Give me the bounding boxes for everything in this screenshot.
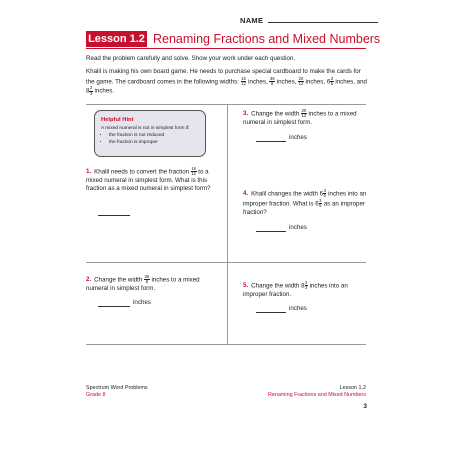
question-1: 1. Khalil needs to convert the fraction $\frac{16}{12}$ to a mixed numeral in simplest form. What is this fraction as a mixed numeral in simplest form? [86, 166, 211, 193]
fraction: $\frac{3}{5}$ [319, 197, 322, 209]
answer-1[interactable] [98, 208, 133, 216]
lesson-title: Renaming Fractions and Mixed Numbers [153, 32, 381, 46]
book-title: Spectrum Word Problems [86, 385, 148, 391]
fraction: $\frac{16}{12}$ [241, 75, 246, 86]
answer-5[interactable]: inches [256, 305, 307, 313]
hint-title: Helpful Hint [101, 117, 134, 123]
footer-right [250, 385, 366, 399]
hint-text: A mixed numeral is not in simplest form if: [101, 126, 190, 131]
name-label: NAME [240, 16, 264, 25]
intro-paragraph: Khalil is making his own board game. He needs to purchase special cardboard to make the cards for the game. The cardboard comes in the following widths: $\frac{16}{12}$ inches, $\frac{36}{8}$ inches, $\frac{20}{12}$ inches, 6 $\frac{3}{5}$ inches, and 8 $\frac{2}{3}$ inches. [86, 68, 367, 96]
footer-lesson-title: Renaming Fractions and Mixed Numbers [268, 392, 366, 398]
page-number: 3 [363, 403, 367, 410]
footer-lesson: Lesson 1.2 [339, 385, 366, 391]
hint-bullet: • the fraction is not reduced [109, 132, 199, 139]
column-divider [227, 104, 228, 344]
fraction: $\frac{20}{12}$ [301, 108, 307, 119]
section-divider [86, 104, 366, 105]
hint-bullet: • the fraction is improper [109, 139, 199, 146]
question-4: 4. Khalil changes the width 6 $\frac{3}{5}$ inches into an improper fraction. What is 6 $\frac{3}{5}$ as an improper fraction? [243, 188, 367, 216]
fraction: $\frac{16}{12}$ [191, 166, 196, 177]
section-divider [86, 344, 366, 345]
question-2: 2. Change the width $\frac{36}{8}$ inches to a mixed numeral in simplest form. [86, 274, 200, 292]
answer-4[interactable]: inches [256, 224, 307, 232]
fraction: $\frac{36}{8}$ [144, 274, 150, 285]
title-rule [86, 48, 366, 49]
fraction: $\frac{3}{5}$ [323, 188, 326, 199]
instructions: Read the problem carefully and solve. Show your work under each question. [86, 55, 296, 62]
fraction: $\frac{2}{3}$ [305, 280, 308, 291]
name-input-line[interactable] [268, 22, 378, 23]
fraction: $\frac{2}{3}$ [89, 85, 93, 96]
question-3: 3. Change the width $\frac{20}{12}$ inches to a mixed numeral in simplest form. [243, 108, 357, 126]
fraction: $\frac{20}{12}$ [298, 75, 304, 86]
answer-3[interactable]: inches [256, 134, 307, 142]
answer-2[interactable]: inches [98, 299, 151, 307]
lesson-number-box: Lesson 1.2 [86, 31, 147, 47]
grade-label: Grade 8 [86, 392, 106, 398]
footer-left [86, 385, 148, 399]
fraction: $\frac{36}{8}$ [269, 75, 275, 86]
section-divider [86, 262, 366, 263]
helpful-hint-box [94, 110, 206, 157]
question-5: 5. Change the width 8 $\frac{2}{3}$ inches into an improper fraction. [243, 280, 348, 298]
fraction: $\frac{3}{5}$ [330, 75, 334, 86]
